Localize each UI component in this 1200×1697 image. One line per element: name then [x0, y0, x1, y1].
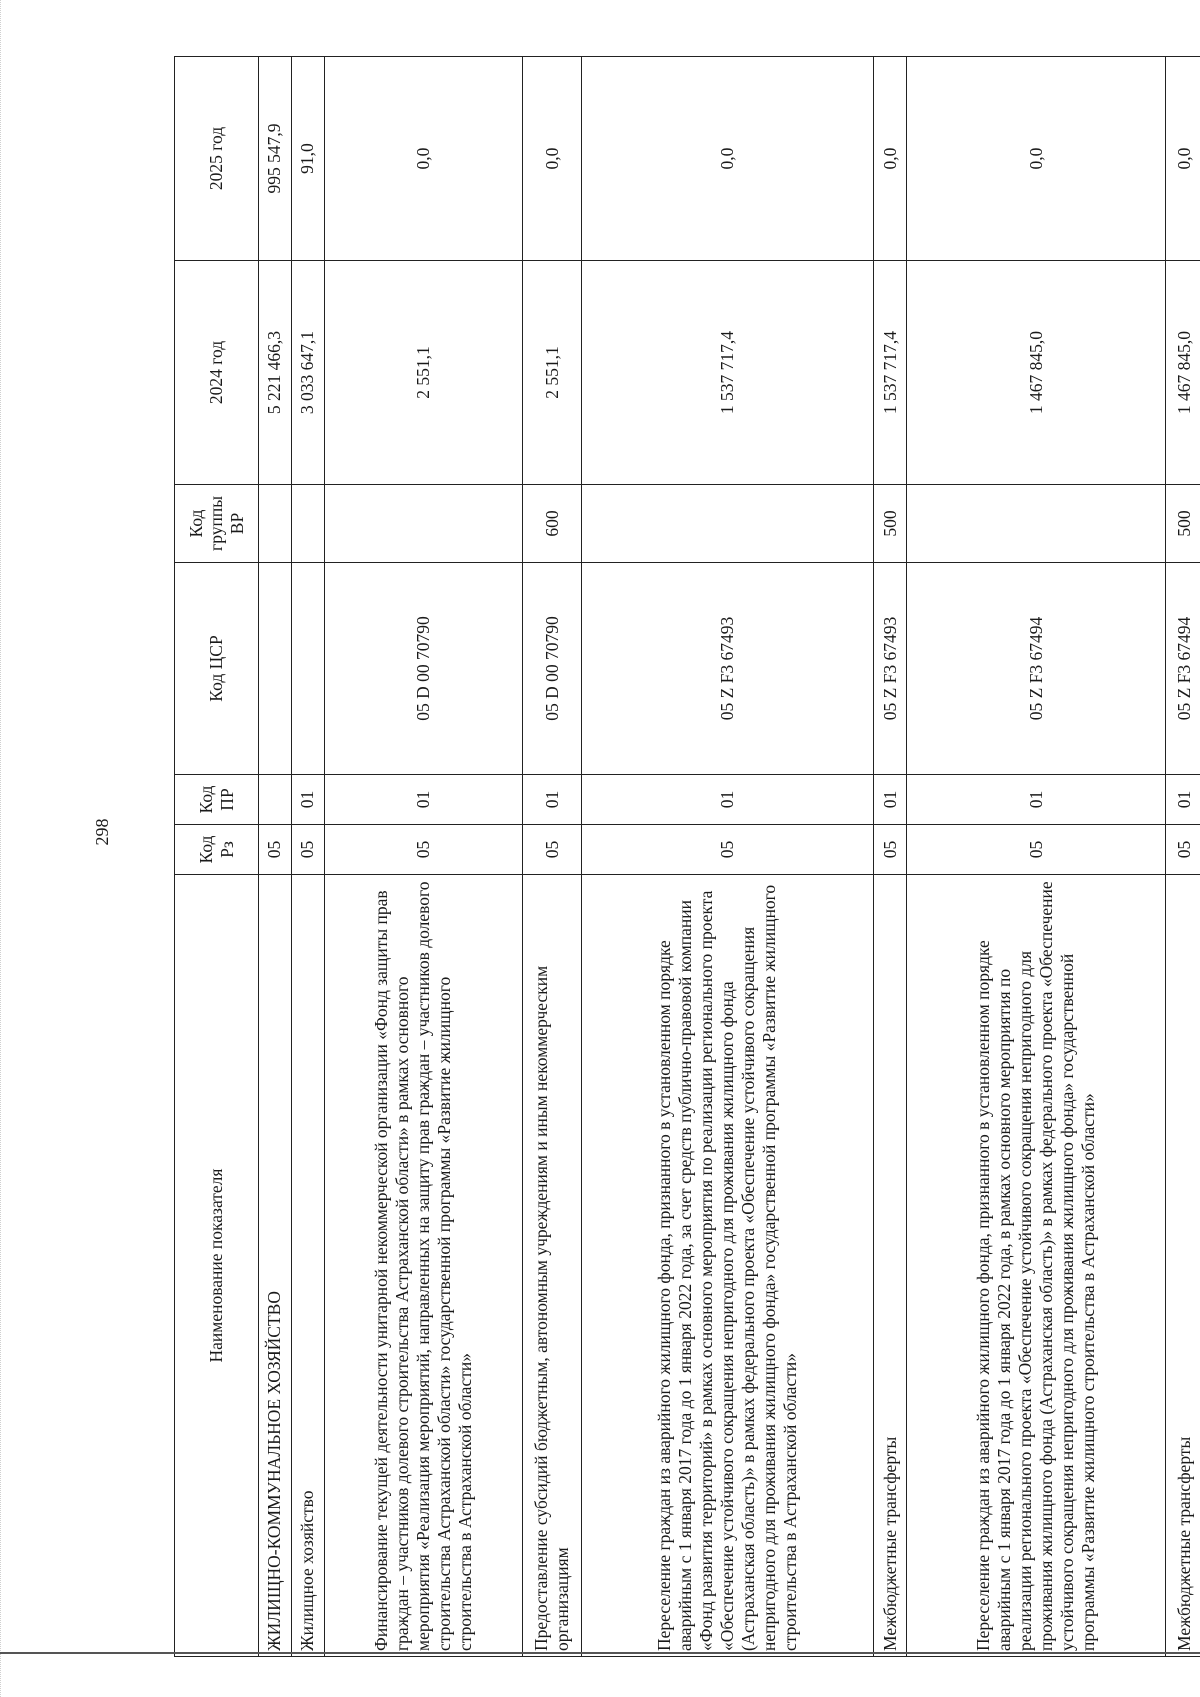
rotated-table: [174, 57, 1200, 1657]
row-name: Переселение граждан из аварийного жилищного фонда, признанного в установленном порядке аварийным с 1 января 2017 года до 1 января 2022 года, в рамках основного мероприятия по реализации регионального проекта «Обеспечение устойчивого сокращения непригодного для проживания жилищного фонда (Астраханская область)» в рамках федерального проекта «Обеспечение устойчивого сокращения непригодного для проживания жилищного фонда» государственной программы «Развитие жилищного строительства в Астраханской области»: [907, 875, 1166, 1657]
table-row: [291, 57, 324, 1657]
row-rz: 05: [582, 825, 874, 875]
row-vr: 500: [874, 485, 907, 563]
scan-edge-mark: [0, 0, 2, 1697]
header-vr: Код группы ВР: [175, 485, 259, 563]
row-2024: 5 221 466,3: [259, 261, 292, 485]
row-name: Переселение граждан из аварийного жилищного фонда, признанного в установленном порядке аварийным с 1 января 2017 года до 1 января 2022 года, за счет средств публично-правовой компании «Фонд развития территорий» в рамках основного мероприятия по реализации регионального проекта «Обеспечение устойчивого сокращения непригодного для проживания жилищного фонда (Астраханская область)» в рамках федерального проекта «Обеспечение устойчивого сокращения непригодного для проживания жилищного фонда» государственной программы «Развитие жилищного строительства в Астраханской области»: [582, 875, 874, 1657]
row-csr: [291, 563, 324, 775]
bottom-scan-edge: [0, 1652, 1200, 1654]
row-2024: 1 537 717,4: [874, 261, 907, 485]
row-pr: [259, 775, 292, 825]
row-2025: 995 547,9: [259, 57, 292, 261]
row-pr: 01: [1165, 775, 1200, 825]
row-2024: 2 551,1: [522, 261, 582, 485]
row-2024: 1 467 845,0: [907, 261, 1166, 485]
table-row: [324, 57, 522, 1657]
row-name: Жилищное хозяйство: [291, 875, 324, 1657]
page-number: 298: [92, 818, 112, 846]
table-row: [259, 57, 292, 1657]
row-pr: 01: [522, 775, 582, 825]
row-csr: 05 Z F3 67493: [874, 563, 907, 775]
row-2025: 0,0: [874, 57, 907, 261]
row-vr: [907, 485, 1166, 563]
row-rz: 05: [522, 825, 582, 875]
budget-table-container: [174, 57, 1200, 1657]
row-2025: 91,0: [291, 57, 324, 261]
header-rz: Код Рз: [175, 825, 259, 875]
row-rz: 05: [907, 825, 1166, 875]
row-pr: 01: [874, 775, 907, 825]
table-row: [582, 57, 874, 1657]
row-vr: 500: [1165, 485, 1200, 563]
table-header-row: [175, 57, 259, 1657]
row-rz: 05: [259, 825, 292, 875]
row-vr: 600: [522, 485, 582, 563]
table-row: [1165, 57, 1200, 1657]
row-vr: [324, 485, 522, 563]
row-2025: 0,0: [582, 57, 874, 261]
header-name: Наименование показателя: [175, 875, 259, 1657]
table-row: [907, 57, 1166, 1657]
row-csr: 05 D 00 70790: [324, 563, 522, 775]
row-rz: 05: [324, 825, 522, 875]
row-pr: 01: [907, 775, 1166, 825]
table-row: [522, 57, 582, 1657]
row-vr: [291, 485, 324, 563]
row-csr: 05 Z F3 67493: [582, 563, 874, 775]
header-2025: 2025 год: [175, 57, 259, 261]
row-rz: 05: [874, 825, 907, 875]
row-2024: 2 551,1: [324, 261, 522, 485]
row-name: Предоставление субсидий бюджетным, автономным учреждениям и иным некоммерческим организациям: [522, 875, 582, 1657]
row-2025: 0,0: [907, 57, 1166, 261]
table-row: [874, 57, 907, 1657]
row-2024: 3 033 647,1: [291, 261, 324, 485]
row-csr: 05 D 00 70790: [522, 563, 582, 775]
row-vr: [582, 485, 874, 563]
row-name: Межбюджетные трансферты: [874, 875, 907, 1657]
row-pr: 01: [324, 775, 522, 825]
row-2025: 0,0: [324, 57, 522, 261]
budget-table: [174, 56, 1200, 1657]
row-csr: [259, 563, 292, 775]
row-pr: 01: [291, 775, 324, 825]
header-2024: 2024 год: [175, 261, 259, 485]
row-vr: [259, 485, 292, 563]
row-rz: 05: [1165, 825, 1200, 875]
row-2024: 1 537 717,4: [582, 261, 874, 485]
row-csr: 05 Z F3 67494: [907, 563, 1166, 775]
row-name: ЖИЛИЩНО-КОММУНАЛЬНОЕ ХОЗЯЙСТВО: [259, 875, 292, 1657]
header-csr: Код ЦСР: [175, 563, 259, 775]
row-rz: 05: [291, 825, 324, 875]
row-2025: 0,0: [522, 57, 582, 261]
header-pr: Код ПР: [175, 775, 259, 825]
row-csr: 05 Z F3 67494: [1165, 563, 1200, 775]
row-2024: 1 467 845,0: [1165, 261, 1200, 485]
row-name: Финансирование текущей деятельности унитарной некоммерческой организации «Фонд защиты прав граждан – участников долевого строительства Астраханской области» в рамках основного мероприятия «Реализация мероприятий, направленных на защиту прав граждан – участников долевого строительства Астраханской области» государственной программы «Развитие жилищного строительства в Астраханской области»: [324, 875, 522, 1657]
row-2025: 0,0: [1165, 57, 1200, 261]
row-name: Межбюджетные трансферты: [1165, 875, 1200, 1657]
row-pr: 01: [582, 775, 874, 825]
